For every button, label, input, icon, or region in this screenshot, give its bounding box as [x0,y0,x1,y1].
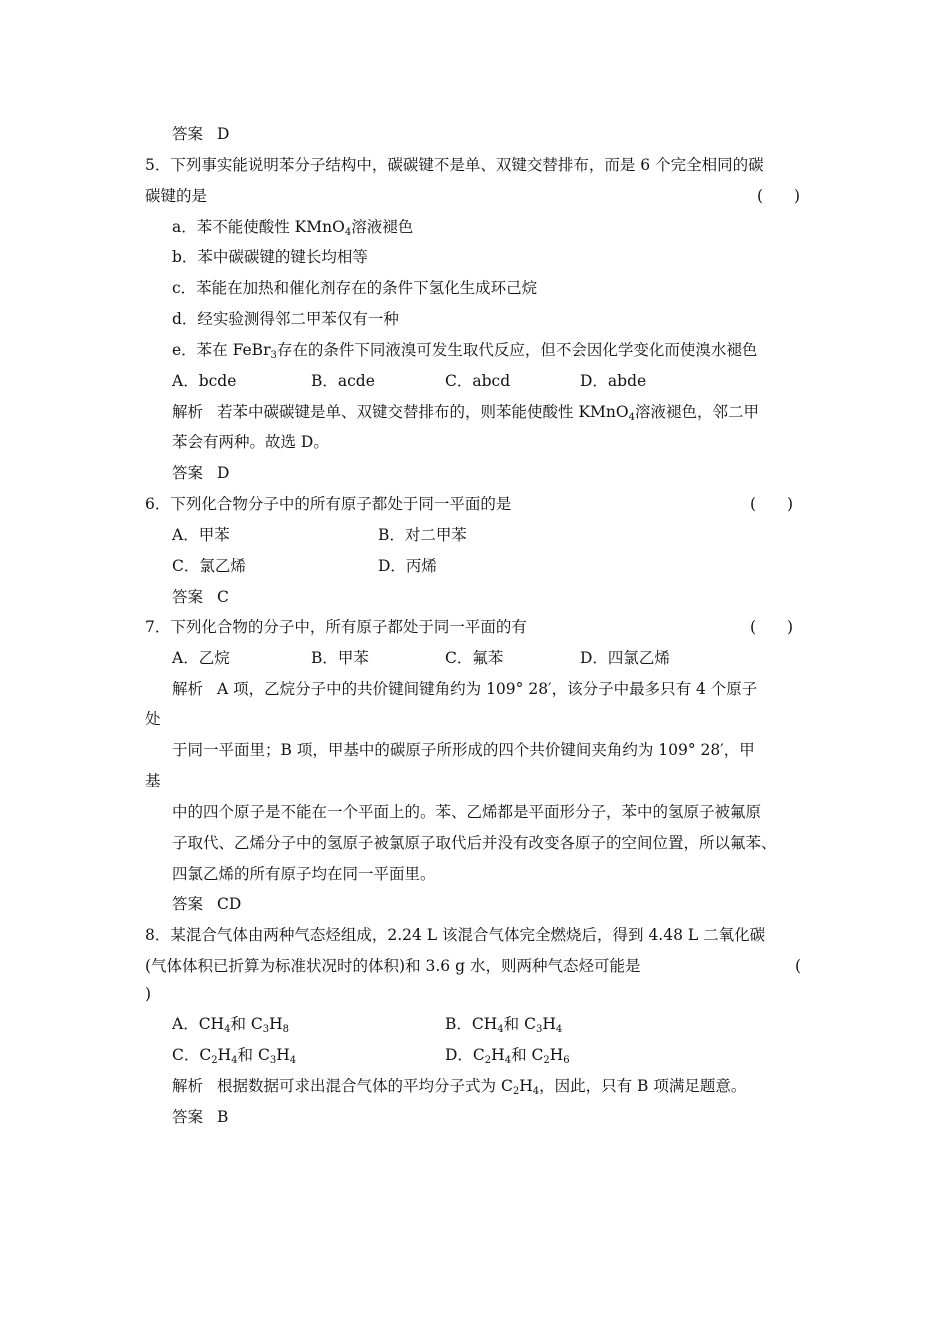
option-c: C．$C_2H_4$和 $C_3H_4$ [172,1046,297,1066]
answer-label: 答案 [172,1108,204,1126]
answer-line [172,587,229,607]
answer-value: CD [217,895,242,913]
option-b: B．$CH_4$和 $C_3H_4$ [445,1015,563,1035]
answer-paren: ( ) [750,495,794,513]
option-a: A．甲苯 [172,526,230,544]
answer-label: 答案 [172,588,204,606]
answer-paren-close: ) [145,985,152,1003]
question-5-stem-cont: 碳键的是 [145,187,208,205]
item-e: e．苯在 FeBr$_3$存在的条件下同液溴可发生取代反应，但不会因化学变化而使溴水褪色 [172,341,758,361]
option-a: A．bcde [172,372,237,390]
item-a: a．苯不能使酸性 KMnO$_4$溶液褪色 [172,218,414,238]
answer-label: 答案 [172,125,204,143]
analysis-line: 解析 根据数据可求出混合气体的平均分子式为 $C_2H_4$，因此，只有 B 项满足题意。 [172,1077,747,1097]
question-5-stem: 5．下列事实能说明苯分子结构中，碳碳键不是单、双键交替排布，而是 6 个完全相同的碳 [145,156,764,174]
option-c: C．abcd [445,372,511,390]
option-b: B．甲苯 [311,649,369,667]
question-8-stem: 8．某混合气体由两种气态烃组成，2.24 L 该混合气体完全燃烧后，得到 4.48 L 二氧化碳 [145,926,766,944]
question-8-stem-cont: (气体体积已折算为标准状况时的体积)和 3.6 g 水，则两种气态烃可能是 [145,957,641,975]
answer-paren: ( ) [757,187,801,205]
analysis-line: 四氯乙烯的所有原子均在同一平面里。 [172,865,436,883]
analysis-label: 解析 [172,680,204,698]
analysis-label: 解析 [172,403,204,421]
analysis-line: 解析 若苯中碳碳键是单、双键交替排布的，则苯能使酸性 KMnO$_4$溶液褪色，邻二甲 [172,403,759,423]
answer-line [172,894,241,914]
option-b: B．acde [311,372,375,390]
analysis-label: 解析 [172,1077,204,1095]
answer-value: B [217,1108,229,1126]
answer-value: D [217,464,230,482]
analysis-line: 中的四个原子是不能在一个平面上的。苯、乙烯都是平面形分子，苯中的氢原子被氟原 [172,803,762,821]
answer-label: 答案 [172,464,204,482]
answer-line [172,124,229,144]
item-b: b．苯中碳碳键的键长均相等 [172,248,368,266]
answer-value: C [217,588,229,606]
analysis-line: 苯会有两种。故选 D。 [172,433,329,451]
option-b: B．对二甲苯 [378,526,467,544]
analysis-line: 解析 A 项，乙烷分子中的共价键间键角约为 109° 28′，该分子中最多只有 4 个原子 [172,680,758,698]
option-d: D．abde [580,372,647,390]
answer-value: D [217,125,230,143]
answer-line [172,463,229,483]
option-d: D．$C_2H_4$和 $C_2H_6$ [445,1046,570,1066]
answer-line [172,1107,228,1127]
answer-paren-open: ( [795,957,802,975]
item-c: c．苯能在加热和催化剂存在的条件下氢化生成环己烷 [172,279,538,297]
question-7-stem: 7．下列化合物的分子中，所有原子都处于同一平面的有 [145,618,527,636]
answer-label: 答案 [172,895,204,913]
analysis-line: 于同一平面里；B 项，甲基中的碳原子所形成的四个共价键间夹角约为 109° 28′，甲 [172,741,755,759]
answer-paren: ( ) [750,618,794,636]
option-a: A．乙烷 [172,649,230,667]
analysis-line: 处 [145,710,161,728]
question-6-stem: 6．下列化合物分子中的所有原子都处于同一平面的是 [145,495,512,513]
option-c: C．氟苯 [445,649,504,667]
option-d: D．四氯乙烯 [580,649,670,667]
option-c: C．氯乙烯 [172,557,246,575]
option-a: A．$CH_4$和 $C_3H_8$ [172,1015,290,1035]
item-d: d．经实验测得邻二甲苯仅有一种 [172,310,399,328]
option-d: D．丙烯 [378,557,437,575]
analysis-line: 子取代、乙烯分子中的氢原子被氯原子取代后并没有改变各原子的空间位置，所以氟苯、 [172,834,777,852]
analysis-line: 基 [145,772,161,790]
